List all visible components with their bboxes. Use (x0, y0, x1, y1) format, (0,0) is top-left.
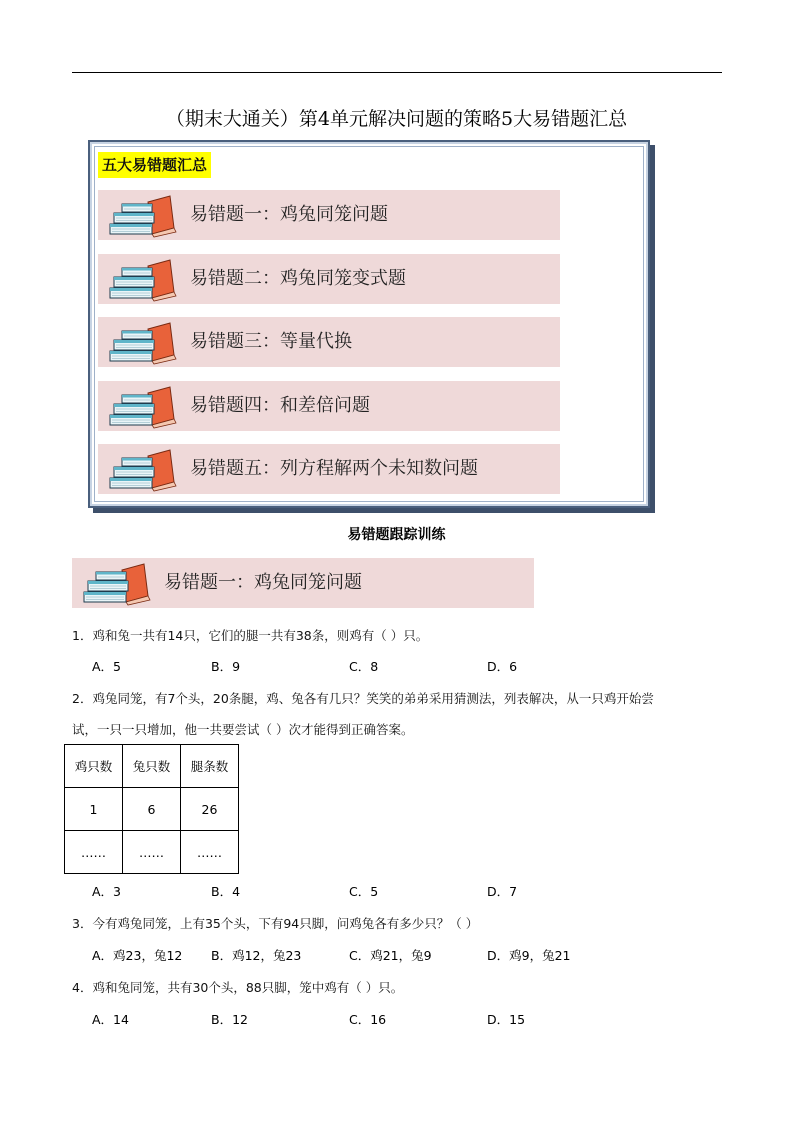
table-header-cell: 兔只数 (123, 745, 181, 788)
book-stack-icon (82, 562, 152, 606)
summary-item-1 (98, 190, 560, 240)
guess-table (64, 744, 239, 874)
option-a: A．鸡23，兔12 (92, 948, 183, 963)
option-b: B．4 (211, 884, 241, 899)
option-d: D．15 (487, 1012, 526, 1027)
summary-item-5 (98, 444, 560, 494)
option-c: C．8 (349, 659, 379, 674)
table-cell: …… (65, 831, 123, 874)
book-stack-icon (108, 194, 178, 238)
option-b: B．9 (211, 659, 241, 674)
option-c: C．16 (349, 1012, 387, 1027)
table-cell: 26 (181, 788, 239, 831)
question-4-text: 4．鸡和兔同笼，共有30个头，88只脚，笼中鸡有（ ）只。 (72, 980, 404, 995)
option-a: A．5 (92, 659, 122, 674)
option-d: D．鸡9，兔21 (487, 948, 571, 963)
table-cell: …… (123, 831, 181, 874)
question-3-text: 3．今有鸡兔同笼，上有35个头，下有94只脚，问鸡兔各有多少只？（ ） (72, 916, 479, 931)
option-b: B．鸡12，兔23 (211, 948, 302, 963)
option-d: D．7 (487, 884, 518, 899)
summary-item-4 (98, 381, 560, 431)
book-stack-icon (108, 321, 178, 365)
summary-box (88, 140, 650, 508)
summary-item-label: 易错题五：列方程解两个未知数问题 (190, 458, 478, 479)
book-stack-icon (108, 258, 178, 302)
table-cell: 1 (65, 788, 123, 831)
option-c: C．5 (349, 884, 379, 899)
summary-item-label: 易错题一：鸡兔同笼问题 (190, 204, 388, 225)
section-banner (72, 558, 534, 608)
option-a: A．3 (92, 884, 122, 899)
book-stack-icon (108, 448, 178, 492)
summary-item-label: 易错题三：等量代换 (190, 331, 352, 352)
table-header-row (65, 745, 239, 788)
option-a: A．14 (92, 1012, 129, 1027)
option-b: B．12 (211, 1012, 248, 1027)
summary-item-label: 易错题二：鸡兔同笼变式题 (190, 268, 406, 289)
option-d: D．6 (487, 659, 518, 674)
question-1-text: 1．鸡和兔一共有14只，它们的腿一共有38条，则鸡有（ ）只。 (72, 628, 429, 643)
table-header-cell: 鸡只数 (65, 745, 123, 788)
table-cell: …… (181, 831, 239, 874)
table-header-cell: 腿条数 (181, 745, 239, 788)
table-cell: 6 (123, 788, 181, 831)
summary-label: 五大易错题汇总 (98, 152, 211, 178)
header-rule (72, 72, 722, 73)
book-stack-icon (108, 385, 178, 429)
question-2-text-line1: 2．鸡兔同笼，有7个头，20条腿，鸡、兔各有几只？笑笑的弟弟采用猜测法，列表解决，从一只鸡开始尝 (72, 691, 654, 706)
document-title: （期末大通关）第4单元解决问题的策略5大易错题汇总 (165, 108, 628, 130)
section-heading: 易错题跟踪训练 (347, 527, 446, 543)
summary-item-3 (98, 317, 560, 367)
summary-item-2 (98, 254, 560, 304)
table-row (65, 788, 239, 831)
option-c: C．鸡21，兔9 (349, 948, 432, 963)
section-banner-label: 易错题一：鸡兔同笼问题 (164, 572, 362, 593)
summary-item-label: 易错题四：和差倍问题 (190, 395, 370, 416)
question-2-text-line2: 试，一只一只增加，他一共要尝试（ ）次才能得到正确答案。 (72, 722, 414, 737)
table-row (65, 831, 239, 874)
